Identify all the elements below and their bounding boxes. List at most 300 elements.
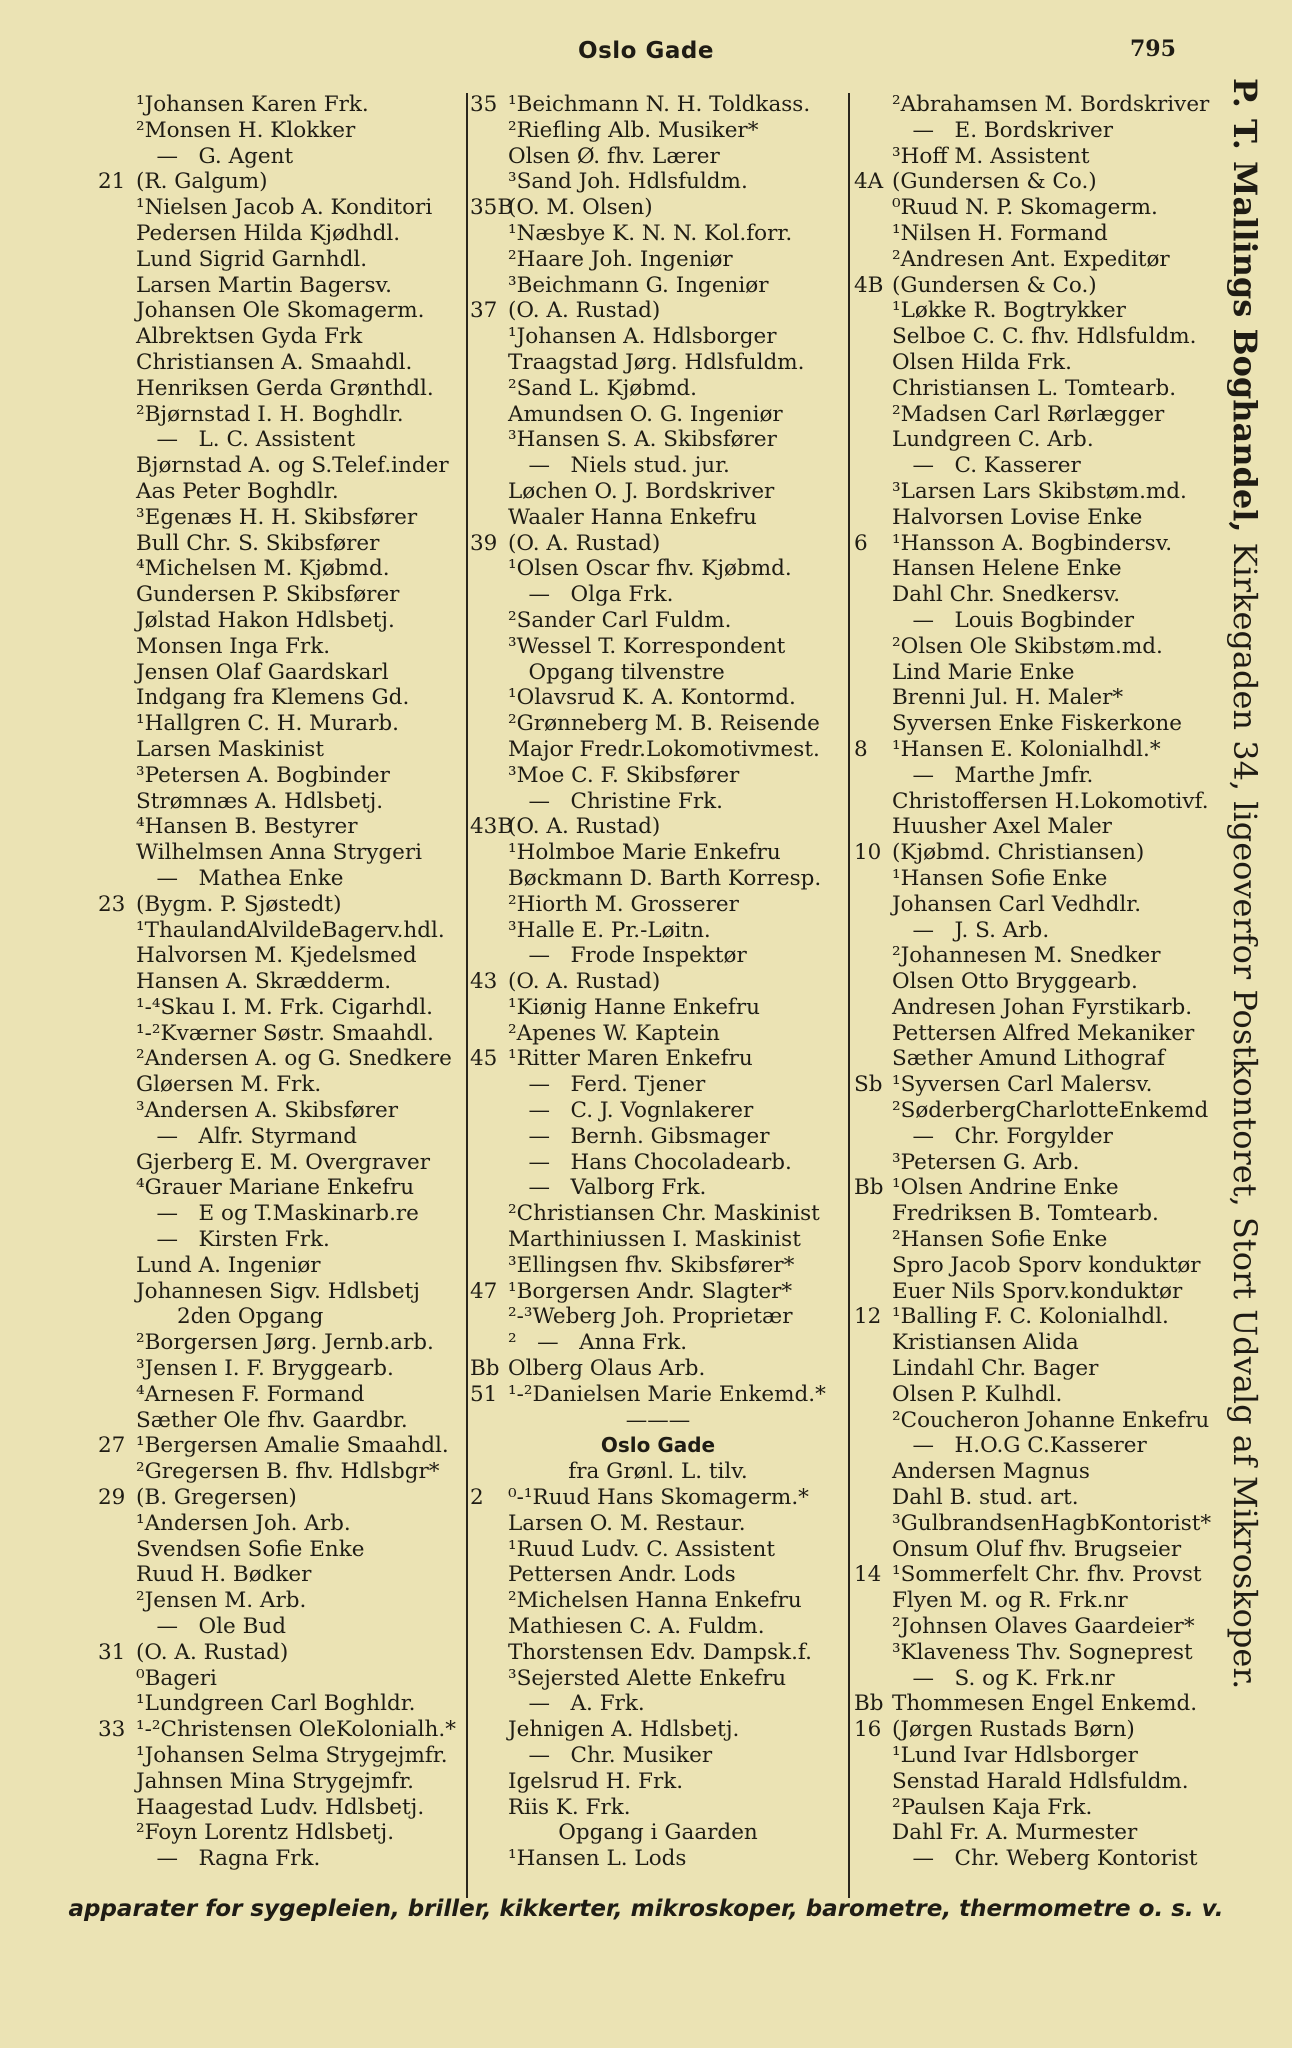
directory-entry bbox=[470, 1330, 846, 1356]
entry-text: ³Larsen Lars Skibstøm.md. bbox=[892, 478, 1187, 504]
entry-text: ——— bbox=[625, 1407, 691, 1433]
directory-entry bbox=[98, 1717, 468, 1743]
entry-text: Christoffersen H.Lokomotivf. bbox=[892, 788, 1209, 814]
directory-entry bbox=[98, 711, 468, 737]
entry-text: ³Egenæs H. H. Skibsfører bbox=[136, 504, 418, 530]
entry-text: ²Abrahamsen M. Bordskriver bbox=[892, 92, 1210, 117]
directory-entry bbox=[854, 1691, 1224, 1717]
entry-text: — E og T.Maskinarb.re bbox=[136, 1201, 419, 1227]
entry-text: (Bygm. P. Sjøstedt) bbox=[136, 891, 342, 917]
entry-text: Løchen O. J. Bordskriver bbox=[508, 478, 775, 504]
entry-text: (Jørgen Rustads Børn) bbox=[892, 1717, 1135, 1743]
entry-text: ²Sander Carl Fuldm. bbox=[508, 607, 732, 633]
directory-entry bbox=[470, 1614, 846, 1640]
entry-text: ²Hiorth M. Grosserer bbox=[508, 891, 739, 917]
entry-text: ¹Sommerfelt Chr. fhv. Provst bbox=[892, 1562, 1202, 1588]
entry-text: Henriksen Gerda Grønthdl. bbox=[136, 375, 434, 401]
directory-entry bbox=[854, 1769, 1224, 1795]
entry-text: ¹Balling F. C. Kolonialhdl. bbox=[892, 1304, 1169, 1330]
directory-entry bbox=[470, 789, 846, 815]
directory-entry bbox=[470, 1098, 846, 1124]
directory-entry bbox=[98, 995, 468, 1021]
directory-entry bbox=[470, 402, 846, 428]
directory-entry bbox=[470, 969, 846, 995]
directory-entry bbox=[470, 1743, 846, 1769]
house-number: 10 bbox=[854, 840, 882, 866]
house-number: 6 bbox=[854, 530, 868, 556]
house-number: Sb bbox=[854, 1072, 883, 1098]
entry-text: ¹Beichmann N. H. Toldkass. bbox=[508, 92, 811, 117]
entry-text: ¹ThaulandAlvildeBagerv.hdl. bbox=[136, 917, 445, 943]
entry-text: Christiansen A. Smaahdl. bbox=[136, 349, 413, 375]
directory-entry bbox=[854, 1666, 1224, 1692]
directory-entry bbox=[854, 1537, 1224, 1563]
directory-entry bbox=[98, 943, 468, 969]
directory-column-right bbox=[854, 92, 1224, 1872]
directory-entry bbox=[98, 1691, 468, 1717]
directory-entry bbox=[98, 840, 468, 866]
entry-text: — Chr. Forgylder bbox=[892, 1123, 1113, 1149]
entry-text: ³Moe C. F. Skibsfører bbox=[508, 762, 740, 788]
directory-entry bbox=[98, 582, 468, 608]
house-number: 35B bbox=[470, 195, 514, 221]
directory-entry bbox=[470, 1562, 846, 1588]
entry-text: ¹Hallgren C. H. Murarb. bbox=[136, 711, 399, 737]
entry-text: — Kirsten Frk. bbox=[136, 1227, 330, 1253]
directory-entry bbox=[470, 1227, 846, 1253]
entry-text: ²Borgersen Jørg. Jernb.arb. bbox=[136, 1330, 434, 1356]
directory-entry bbox=[98, 505, 468, 531]
directory-entry bbox=[470, 169, 846, 195]
directory-entry bbox=[470, 582, 846, 608]
entry-text: Amundsen O. G. Ingeniør bbox=[508, 401, 783, 427]
entry-text: Thommesen Engel Enkemd. bbox=[892, 1691, 1198, 1717]
directory-entry bbox=[470, 737, 846, 763]
entry-text: ²Paulsen Kaja Frk. bbox=[892, 1794, 1093, 1820]
house-number: Bb bbox=[854, 1175, 884, 1201]
directory-entry bbox=[470, 556, 846, 582]
entry-text: ¹Hansen Sofie Enke bbox=[892, 865, 1108, 891]
directory-entry bbox=[854, 711, 1224, 737]
directory-entry bbox=[98, 1485, 468, 1511]
entry-text: Christiansen L. Tomtearb. bbox=[892, 375, 1177, 401]
directory-entry bbox=[854, 1201, 1224, 1227]
entry-text: ³Halle E. Pr.-Løitn. bbox=[508, 917, 711, 943]
directory-entry bbox=[98, 1588, 468, 1614]
directory-entry bbox=[98, 1124, 468, 1150]
directory-entry bbox=[854, 969, 1224, 995]
entry-text: ²Madsen Carl Rørlægger bbox=[892, 401, 1165, 427]
entry-text: fra Grønl. L. tilv. bbox=[568, 1459, 748, 1485]
directory-entry bbox=[854, 1150, 1224, 1176]
entry-text: ²Sand L. Kjøbmd. bbox=[508, 375, 697, 401]
directory-entry bbox=[470, 1769, 846, 1795]
directory-entry bbox=[470, 995, 846, 1021]
directory-entry bbox=[98, 247, 468, 273]
entry-text: Halvorsen M. Kjedelsmed bbox=[136, 943, 417, 969]
directory-entry bbox=[854, 1279, 1224, 1305]
entry-text: — Marthe Jmfr. bbox=[892, 762, 1094, 788]
directory-entry bbox=[98, 350, 468, 376]
directory-entry bbox=[470, 1072, 846, 1098]
house-number: 39 bbox=[470, 530, 498, 556]
directory-entry bbox=[470, 1846, 846, 1872]
entry-text: — Bernh. Gibsmager bbox=[508, 1123, 770, 1149]
entry-text: ¹Johansen Selma Strygejmfr. bbox=[136, 1743, 448, 1768]
entry-text: ¹Ruud Ludv. C. Assistent bbox=[508, 1536, 775, 1562]
entry-text: Lind Marie Enke bbox=[892, 659, 1075, 685]
entry-text: ²Riefling Alb. Musiker* bbox=[508, 117, 759, 143]
entry-text: — Chr. Weberg Kontorist bbox=[892, 1846, 1198, 1872]
directory-entry bbox=[854, 763, 1224, 789]
entry-text: Haagestad Ludv. Hdlsbetj. bbox=[136, 1794, 425, 1820]
entry-text: — Louis Bogbinder bbox=[892, 607, 1135, 633]
entry-text: (O. M. Olsen) bbox=[508, 195, 653, 221]
entry-text: ¹Hansson A. Bogbindersv. bbox=[892, 530, 1173, 556]
entry-text: ¹Nielsen Jacob A. Konditori bbox=[136, 195, 433, 221]
entry-text: ²Johnsen Olaves Gaardeier* bbox=[892, 1614, 1195, 1640]
entry-text: Spro Jacob Sporv konduktør bbox=[892, 1252, 1201, 1278]
entry-text: ¹Olavsrud K. A. Kontormd. bbox=[508, 685, 796, 711]
footer-advertisement: apparater for sygepleien, briller, kikkerter, mikroskoper, barometre, thermometre o. s. v. bbox=[68, 1896, 1224, 1922]
entry-text: ³Petersen A. Bogbinder bbox=[136, 762, 390, 788]
directory-entry bbox=[98, 1279, 468, 1305]
directory-entry bbox=[854, 737, 1224, 763]
entry-text: ³Jensen I. F. Bryggearb. bbox=[136, 1356, 394, 1382]
directory-entry bbox=[854, 195, 1224, 221]
directory-entry bbox=[98, 1743, 468, 1769]
entry-text: ¹Hansen E. Kolonialhdl.* bbox=[892, 736, 1161, 762]
directory-entry bbox=[98, 1150, 468, 1176]
directory-entry bbox=[470, 1408, 846, 1434]
entry-text: ⁴Grauer Mariane Enkefru bbox=[136, 1175, 415, 1201]
entry-text: Lund A. Ingeniør bbox=[136, 1252, 321, 1278]
column-divider bbox=[848, 93, 850, 1898]
entry-text: — Chr. Musiker bbox=[508, 1743, 713, 1768]
entry-text: (Gundersen & Co.) bbox=[892, 272, 1097, 298]
directory-entry bbox=[470, 685, 846, 711]
entry-text: (B. Gregersen) bbox=[136, 1485, 297, 1511]
entry-text: Svendsen Sofie Enke bbox=[136, 1536, 365, 1562]
entry-text: — L. C. Assistent bbox=[136, 427, 356, 453]
house-number: Bb bbox=[470, 1356, 500, 1382]
directory-entry bbox=[854, 1717, 1224, 1743]
entry-text: ¹Nilsen H. Formand bbox=[892, 220, 1108, 246]
house-number: 23 bbox=[98, 891, 126, 917]
directory-entry bbox=[470, 660, 846, 686]
directory-entry bbox=[854, 918, 1224, 944]
entry-text: Mathiesen C. A. Fuldm. bbox=[508, 1614, 765, 1640]
directory-entry bbox=[854, 479, 1224, 505]
entry-text: Brenni Jul. H. Maler* bbox=[892, 685, 1124, 711]
directory-entry bbox=[854, 273, 1224, 299]
directory-entry bbox=[470, 1691, 846, 1717]
house-number: 37 bbox=[470, 298, 498, 324]
entry-text: — Christine Frk. bbox=[508, 788, 723, 814]
directory-entry bbox=[854, 1743, 1224, 1769]
directory-entry bbox=[98, 1072, 468, 1098]
directory-entry bbox=[470, 505, 846, 531]
directory-entry bbox=[470, 479, 846, 505]
entry-text: Albrektsen Gyda Frk bbox=[136, 324, 363, 350]
directory-entry bbox=[470, 273, 846, 299]
page-number: 795 bbox=[1130, 36, 1176, 62]
entry-text: Major Fredr.Lokomotivmest. bbox=[508, 736, 820, 762]
entry-text: Senstad Harald Hdlsfuldm. bbox=[892, 1768, 1189, 1794]
entry-text: Halvorsen Lovise Enke bbox=[892, 504, 1143, 530]
directory-entry bbox=[470, 1175, 846, 1201]
entry-text: ³Beichmann G. Ingeniør bbox=[508, 272, 769, 298]
house-number: 16 bbox=[854, 1717, 882, 1743]
entry-text: Kristiansen Alida bbox=[892, 1330, 1079, 1356]
entry-text: (Kjøbmd. Christiansen) bbox=[892, 840, 1145, 866]
directory-entry bbox=[854, 453, 1224, 479]
directory-entry bbox=[854, 1846, 1224, 1872]
entry-text: ¹-⁴Skau I. M. Frk. Cigarhdl. bbox=[136, 994, 434, 1020]
directory-entry bbox=[98, 634, 468, 660]
entry-text: Syversen Enke Fiskerkone bbox=[892, 711, 1182, 737]
directory-entry bbox=[470, 1046, 846, 1072]
entry-text: ²Coucheron Johanne Enkefru bbox=[892, 1407, 1210, 1433]
directory-entry bbox=[98, 1175, 468, 1201]
directory-entry bbox=[98, 1330, 468, 1356]
entry-text: ²Andersen A. og G. Snedkere bbox=[136, 1046, 452, 1072]
entry-text: Johansen Ole Skomagerm. bbox=[136, 298, 425, 324]
entry-text: Onsum Oluf fhv. Brugseier bbox=[892, 1536, 1182, 1562]
entry-text: Bjørnstad A. og S.Telef.inder bbox=[136, 453, 449, 479]
directory-entry bbox=[470, 1021, 846, 1047]
entry-text: ¹Lundgreen Carl Boghldr. bbox=[136, 1691, 416, 1717]
entry-text: ¹Johansen Karen Frk. bbox=[136, 92, 369, 117]
entry-text: Jensen Olaf Gaardskarl bbox=[136, 659, 389, 685]
directory-entry bbox=[98, 273, 468, 299]
entry-text: ²Monsen H. Klokker bbox=[136, 117, 356, 143]
directory-entry bbox=[470, 1459, 846, 1485]
directory-entry bbox=[470, 1820, 846, 1846]
directory-entry bbox=[470, 1253, 846, 1279]
entry-text: Pedersen Hilda Kjødhdl. bbox=[136, 220, 401, 246]
directory-entry bbox=[98, 376, 468, 402]
entry-text: Igelsrud H. Frk. bbox=[508, 1768, 684, 1794]
entry-text: Oslo Gade bbox=[600, 1433, 716, 1458]
house-number: Bb bbox=[854, 1691, 884, 1717]
entry-text: Fredriksen B. Tomtearb. bbox=[892, 1201, 1159, 1227]
directory-entry bbox=[98, 1537, 468, 1563]
side-ad-name: P. T. Mallings Boghandel, bbox=[1226, 78, 1264, 533]
entry-text: Ruud H. Bødker bbox=[136, 1562, 312, 1588]
directory-entry bbox=[470, 814, 846, 840]
directory-entry bbox=[854, 1098, 1224, 1124]
entry-text: ²Apenes W. Kaptein bbox=[508, 1020, 720, 1046]
directory-entry bbox=[854, 660, 1224, 686]
directory-entry bbox=[470, 1433, 846, 1459]
house-number: 51 bbox=[470, 1381, 498, 1407]
directory-entry bbox=[98, 1640, 468, 1666]
directory-entry bbox=[98, 221, 468, 247]
directory-entry bbox=[98, 660, 468, 686]
entry-text: Olsen Hilda Frk. bbox=[892, 349, 1072, 375]
entry-text: ¹Løkke R. Bogtrykker bbox=[892, 298, 1126, 324]
directory-entry bbox=[470, 1201, 846, 1227]
entry-text: Olsen Otto Bryggearb. bbox=[892, 969, 1138, 995]
directory-entry bbox=[470, 221, 846, 247]
entry-text: ²Bjørnstad I. H. Boghdlr. bbox=[136, 401, 404, 427]
directory-entry bbox=[854, 943, 1224, 969]
entry-text: Huusher Axel Maler bbox=[892, 814, 1112, 840]
entry-text: ²Grønneberg M. B. Reisende bbox=[508, 711, 820, 737]
entry-text: ¹Syversen Carl Malersv. bbox=[892, 1072, 1153, 1098]
directory-entry bbox=[854, 1304, 1224, 1330]
directory-entry bbox=[98, 969, 468, 995]
entry-text: (R. Galgum) bbox=[136, 169, 268, 195]
entry-text: ²Andresen Ant. Expeditør bbox=[892, 246, 1170, 272]
entry-text: ¹Olsen Andrine Enke bbox=[892, 1175, 1119, 1201]
directory-entry bbox=[470, 376, 846, 402]
directory-entry bbox=[470, 144, 846, 170]
directory-column-middle bbox=[470, 92, 846, 1872]
entry-text: — Olga Frk. bbox=[508, 582, 674, 608]
entry-text: ³Hansen S. A. Skibsfører bbox=[508, 427, 777, 453]
entry-text: Indgang fra Klemens Gd. bbox=[136, 685, 410, 711]
entry-text: — H.O.G C.Kasserer bbox=[892, 1433, 1147, 1459]
directory-entry bbox=[854, 685, 1224, 711]
side-ad-text: Kirkegaden 34, ligeoverfor Postkontoret, Stort Udvalg af Mikroskoper. bbox=[1226, 532, 1264, 1690]
entry-text: — E. Bordskriver bbox=[892, 117, 1114, 143]
entry-text: — A. Frk. bbox=[508, 1691, 645, 1717]
entry-text: ⁰Bageri bbox=[136, 1665, 217, 1691]
directory-entry bbox=[98, 402, 468, 428]
entry-text: Hansen Helene Enke bbox=[892, 556, 1122, 582]
directory-entry bbox=[98, 324, 468, 350]
entry-text: ²Foyn Lorentz Hdlsbetj. bbox=[136, 1820, 395, 1846]
entry-text: — Niels stud. jur. bbox=[508, 453, 730, 479]
entry-text: — Valborg Frk. bbox=[508, 1175, 707, 1201]
directory-entry bbox=[98, 1253, 468, 1279]
directory-entry bbox=[854, 1175, 1224, 1201]
side-advertisement bbox=[1228, 78, 1262, 1923]
directory-entry bbox=[854, 531, 1224, 557]
directory-entry bbox=[854, 350, 1224, 376]
entry-text: ⁴Hansen B. Bestyrer bbox=[136, 814, 358, 840]
house-number: 43B bbox=[470, 814, 514, 840]
directory-entry bbox=[470, 1511, 846, 1537]
directory-entry bbox=[854, 427, 1224, 453]
entry-text: Larsen O. M. Restaur. bbox=[508, 1510, 746, 1536]
directory-entry bbox=[854, 144, 1224, 170]
directory-entry bbox=[854, 298, 1224, 324]
directory-entry bbox=[854, 324, 1224, 350]
directory-entry bbox=[470, 247, 846, 273]
directory-entry bbox=[470, 1795, 846, 1821]
directory-entry bbox=[854, 892, 1224, 918]
entry-text: (O. A. Rustad) bbox=[508, 298, 661, 324]
directory-entry bbox=[854, 789, 1224, 815]
entry-text: Riis K. Frk. bbox=[508, 1794, 631, 1820]
entry-text: — Ferd. Tjener bbox=[508, 1072, 706, 1098]
page-title: Oslo Gade bbox=[578, 38, 714, 64]
directory-entry bbox=[470, 1124, 846, 1150]
directory-entry bbox=[854, 505, 1224, 531]
directory-entry bbox=[854, 92, 1224, 118]
house-number: 8 bbox=[854, 736, 868, 762]
directory-entry bbox=[470, 531, 846, 557]
entry-text: ⁴Arnesen F. Formand bbox=[136, 1381, 365, 1407]
entry-text: Gundersen P. Skibsfører bbox=[136, 582, 400, 608]
entry-text: (Gundersen & Co.) bbox=[892, 169, 1097, 195]
entry-text: Dahl B. stud. art. bbox=[892, 1485, 1079, 1511]
entry-text: ²Johannesen M. Snedker bbox=[892, 943, 1161, 969]
entry-text: Opgang i Gaarden bbox=[558, 1820, 758, 1846]
directory-entry bbox=[98, 1820, 468, 1846]
entry-text: — G. Agent bbox=[136, 143, 294, 169]
entry-text: Olsen Ø. fhv. Lærer bbox=[508, 143, 720, 169]
directory-entry bbox=[98, 814, 468, 840]
entry-text: ¹-²Kværner Søstr. Smaahdl. bbox=[136, 1020, 434, 1046]
directory-entry bbox=[98, 608, 468, 634]
directory-entry bbox=[98, 1614, 468, 1640]
entry-text: Pettersen Andr. Lods bbox=[508, 1562, 736, 1588]
entry-text: Wilhelmsen Anna Strygeri bbox=[136, 840, 423, 866]
entry-text: Andresen Johan Fyrstikarb. bbox=[892, 994, 1193, 1020]
entry-text: Lindahl Chr. Bager bbox=[892, 1356, 1099, 1382]
directory-entry bbox=[854, 1614, 1224, 1640]
directory-entry bbox=[98, 1046, 468, 1072]
directory-entry bbox=[98, 1021, 468, 1047]
directory-entry bbox=[98, 1433, 468, 1459]
entry-text: ³Klaveness Thv. Sogneprest bbox=[892, 1639, 1193, 1665]
entry-text: — S. og K. Frk.nr bbox=[892, 1665, 1115, 1691]
house-number: 14 bbox=[854, 1562, 882, 1588]
entry-text: ¹Borgersen Andr. Slagter* bbox=[508, 1278, 793, 1304]
house-number: 27 bbox=[98, 1433, 126, 1459]
entry-text: ¹Næsbye K. N. N. Kol.forr. bbox=[508, 220, 793, 246]
entry-text: ³Wessel T. Korrespondent bbox=[508, 633, 786, 659]
house-number: 21 bbox=[98, 169, 126, 195]
directory-entry bbox=[98, 169, 468, 195]
house-number: 4B bbox=[854, 272, 884, 298]
house-number: 43 bbox=[470, 969, 498, 995]
entry-text: — C. Kasserer bbox=[892, 453, 1081, 479]
entry-text: ²Olsen Ole Skibstøm.md. bbox=[892, 633, 1163, 659]
entry-text: Aas Peter Boghdlr. bbox=[136, 478, 339, 504]
directory-entry bbox=[98, 1846, 468, 1872]
entry-text: ²Gregersen B. fhv. Hdlsbgr* bbox=[136, 1459, 440, 1485]
entry-text: Lundgreen C. Arb. bbox=[892, 427, 1094, 453]
entry-text: Bøckmann D. Barth Korresp. bbox=[508, 865, 822, 891]
directory-entry bbox=[854, 1021, 1224, 1047]
directory-entry bbox=[98, 427, 468, 453]
house-number: 33 bbox=[98, 1717, 126, 1743]
entry-text: Johannesen Sigv. Hdlsbetj bbox=[136, 1278, 420, 1304]
directory-entry bbox=[470, 943, 846, 969]
house-number: 2 bbox=[470, 1485, 484, 1511]
entry-text: ¹Bergersen Amalie Smaahdl. bbox=[136, 1433, 449, 1459]
entry-text: ²Christiansen Chr. Maskinist bbox=[508, 1201, 820, 1227]
entry-text: — Ole Bud bbox=[136, 1614, 286, 1640]
entry-text: ¹-²Christensen OleKolonialh.* bbox=[136, 1717, 456, 1743]
entry-text: ³Sejersted Alette Enkefru bbox=[508, 1665, 787, 1691]
entry-text: ¹Johansen A. Hdlsborger bbox=[508, 324, 777, 350]
entry-text: ²Michelsen Hanna Enkefru bbox=[508, 1588, 802, 1614]
entry-text: — Hans Chocoladearb. bbox=[508, 1149, 792, 1175]
directory-entry bbox=[854, 1253, 1224, 1279]
entry-text: Dahl Chr. Snedkersv. bbox=[892, 582, 1121, 608]
directory-entry bbox=[98, 1356, 468, 1382]
house-number: 12 bbox=[854, 1304, 882, 1330]
entry-text: (O. A. Rustad) bbox=[136, 1639, 289, 1665]
directory-entry bbox=[470, 118, 846, 144]
directory-entry bbox=[98, 1227, 468, 1253]
